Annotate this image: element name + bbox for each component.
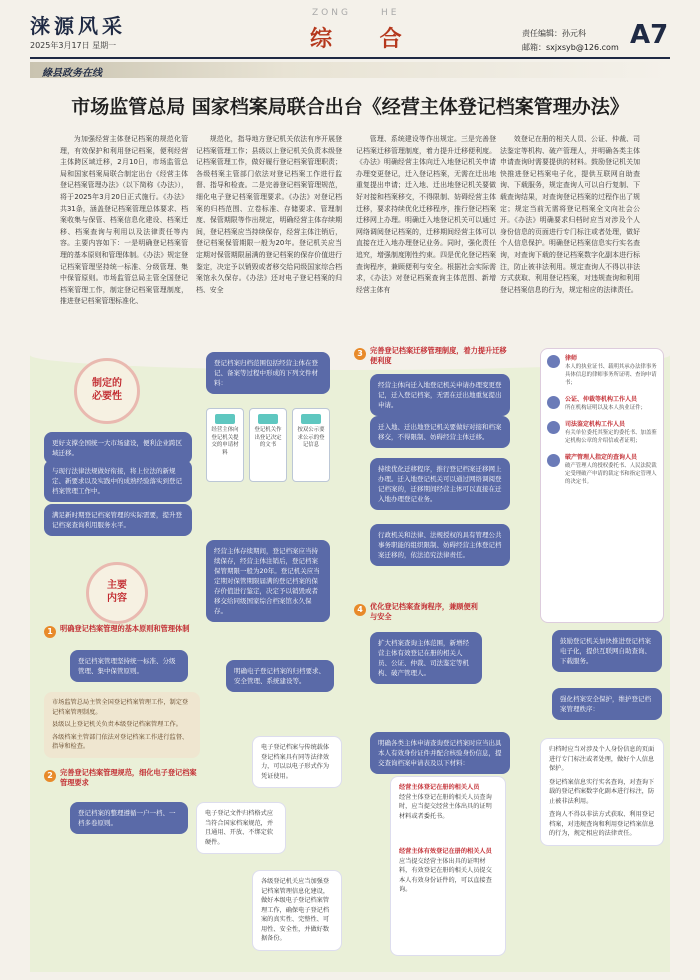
article-column-2: 规范化，指导地方登记机关依法有序开展登记档案管理工作；县级以上登记机关负责本级登记档案管理工作，做好履行登记档案管理职责；各级档案主管部门依法对登记档案工作进行监督、指导和检查。二是完善登记档案管理规范，细化电子登记档案管理要求。《办法》对登记档案的归档范围、立卷标准、存储要求、管理制度、保管期限等作出规定，明确经营主体存续期间，登记档案应当持续保存，经营主体注销后，登记档案保管期限一般为20年。登记机关应当定期对保管期限届满的登记档案的保存价值进行鉴定，决定予以销毁或者移交给同级国家综合档案馆永久保存。《办法》还对电子登记档案的归档、安全: [196, 135, 342, 294]
person-icon: [547, 454, 560, 467]
necessity-circle: 制定的 必要性: [74, 358, 140, 424]
person-icon: [547, 396, 560, 409]
section-2-number: 2: [44, 770, 56, 782]
article-column-3: 管理、系统建设等作出规定。三是完善登记档案迁移管理制度，着力提升迁移便利度。《办法》明确经营主体向迁入地登记机关申请办理变更登记，迁入登记档案，无需在迁出地重复提出申请；迁入地、迁出地登记机关要做好对接和档案移交，不得限制、妨碍经营主体迁移，要求持续优化迁移程序，推行登记档案迁移网上办理。明确迁入地登记机关可以通过网络调阅登记档案的，迁移期间经营主体可以直接在迁入地办理登记业务。同时，强化责任追究，增强制度刚性约束。四是优化登记档案查询程序，兼顾便利与安全。根据社会实际需求，《办法》对登记档案查询主体范围、新增经营主体有: [356, 135, 496, 294]
subject-forensic: 司法鉴定机构工作人员 有关单位委托其鉴定的委托书、加盖鉴定机构公章的介绍信或者证明；: [547, 421, 657, 445]
s4-expand-scope: 扩大档案查询主体范围，新增经营主体有效登记在册的相关人员、公证、仲裁、司法鉴定等机构、破产管理人。: [370, 632, 482, 684]
editor-name: 责任编辑：孙元科: [522, 29, 586, 38]
necessity-item-2: 与现行法律法规做好衔接，将上位法的新规定、新要求以及实践中的成熟经验落实到登记档案管理工作中。: [44, 460, 192, 502]
infographic: [30, 340, 670, 972]
section-3-title: 完善登记档案迁移管理制度，着力提升迁移便利度: [370, 346, 507, 365]
elec-informatization: 各级登记机关应当加强登记档案管理信息化建设，做好本级电子登记档案管理工作，确保电子登记档案的真实性、完整性、可用性、安全性，并做好数据备份。: [252, 870, 342, 951]
section-4-number: 4: [354, 604, 366, 616]
section-2-title: 完善登记档案管理规范，细化电子登记档案管理要求: [60, 768, 197, 787]
issue-date: 2025年3月17日 星期一: [30, 41, 117, 50]
s3-item-1: 经营主体向迁入地登记机关申请办理变更登记，迁入登记档案，无需在迁出地重复提出申请。: [370, 374, 510, 416]
protect-items: [540, 738, 664, 846]
s1-role-3: 各级档案主管部门依法对登记档案工作进行监督、指导和检查。: [52, 733, 189, 750]
subject-notary: 公证、仲裁等机构工作人员 所在机构证明以及本人执业证件；: [547, 396, 657, 412]
s4-sub-1-title: 经营主体登记在册的相关人员: [399, 784, 480, 791]
editor-email: 邮箱：sxjxsyb@126.com: [522, 43, 619, 52]
newspaper-brand: 涞源风采: [30, 14, 126, 38]
necessity-item-3: 满足新时期登记档案管理的实际需要，提升登记档案查询利用服务水平。: [44, 504, 192, 536]
s4-sub-2-title: 经营主体有效登记在册的相关人员: [399, 848, 492, 855]
protect-item-1: 归档时应当对涉及个人身份信息的页面进行专门标注或者处理，做好个人信息保护。: [549, 746, 655, 772]
person-icon: [547, 421, 560, 434]
protect-item-3: 查询人不得以非法方式获取、利用登记档案，对违规查询和利用登记档案信息的行为，规定相应的法律责任。: [549, 811, 655, 837]
person-icon: [547, 355, 560, 368]
necessity-item-1: 更好支撑全国统一大市场建设，便利企业跨区域迁移。: [44, 432, 192, 464]
section-3-number: 3: [354, 348, 366, 360]
header-rule: [30, 57, 670, 59]
column-label: 綠县政务在线: [42, 68, 102, 79]
headline: 市场监管总局 国家档案局联合出台《经营主体登记档案管理办法》: [71, 96, 629, 118]
s4-query-materials: 明确各类主体申请查询登记档案时应当出具本人有效身份证件并配合核验身份信息，提交查询档案申请表及以下材料：: [370, 732, 510, 774]
doc-decision: 登记机关作出登记决定的文书: [249, 408, 287, 482]
subject-bankruptcy: 破产管理人指定的查询人员 破产管理人的授权委托书、人民法院裁定受理破产申请的裁定书和指定管理人的决定书。: [547, 454, 657, 486]
s1-role-2: 县级以上登记机关负责本级登记档案管理工作。: [52, 721, 182, 728]
section-4-title: 优化登记档案查询程序，兼顾便利与安全: [370, 602, 478, 621]
s2-intro: 登记档案的整理遵循一户一档、一档多卷原则。: [70, 802, 188, 834]
subject-lawyer: 律师 本人的执业证书、载明其承办法律事务具体信息的律师事务所证明、查询申请书；: [547, 355, 657, 387]
page-number: A7: [630, 20, 669, 50]
protect-card: 强化档案安全保护，维护登记档案管理秩序：: [552, 688, 662, 720]
doc-application: 经营主体向登记机关提交的申请材料: [206, 408, 244, 482]
article-column-4: 效登记在册的相关人员、公证、仲裁、司法鉴定等机构、破产管理人，并明确各类主体申请查询时需要提供的材料。鼓励登记机关加快推进登记档案电子化，提供互联网自助查询、下载服务，规定查询人可以自行复制、下载查询结果，对查询登记档案的过程作出了规定；规定当前无需将登记档案全文向社会公开。《办法》明确要求归档时应当对涉及个人身份信息的页面进行专门标注或者处理，做好个人信息保护。明确登记档案信息实行实名查询，对查询下载的登记档案数字化副本进行标注，防止被非法利用。规定查询人不得以非法方式获取、利用登记档案，对违规查询和利用登记档案信息的行为，规定相应的法律责任。: [500, 135, 640, 294]
protect-item-2: 登记档案信息实行实名查询，对查询下载的登记档案数字化副本进行标注，防止被非法利用。: [549, 778, 655, 805]
elec-legal-effect: 电子登记档案与传统载体登记档案具有同等法律效力，可以以电子形式作为凭证使用。: [252, 736, 342, 788]
masthead: [0, 0, 700, 60]
s1-principle: 登记档案管理坚持统一标准、分级管理、集中保管原则。: [70, 650, 188, 682]
s3-item-2: 迁入地、迁出地登记机关要做好对接和档案移交，不得限制、妨碍经营主体迁移。: [370, 416, 510, 448]
elec-archive-requirement: 明确电子登记档案的归档要求、安全管理、系统建设等。: [226, 660, 334, 692]
article-column-1: 为加强经营主体登记档案的规范化管理，有效保护和利用登记档案，便利经营主体跨区域迁移，2月10日，市场监管总局和国家档案局联合制定出台《经营主体登记档案管理办法》（以下简称《办法》），将于2025年3月20日正式施行。《办法》共31条，涵盖登记档案管理总体要求、档案收集与保管、档案信息化建设、档案迁移、档案查询与利用以及法律责任等内容。主要内容如下：一是明确登记档案管理的基本原则和管理体制。《办法》规定登记档案管理坚持统一标准、分级管理、集中保管原则。市场监管总局主管全国登记档案管理工作，制定登记档案管理制度，推进登记档案管理标准化、: [60, 135, 188, 306]
section-title: 综 合: [310, 26, 422, 52]
archive-scope-intro: 登记档案归档范围包括经营主体在登记、备案等过程中形成的下列文件材料：: [206, 352, 330, 394]
column-label-bar: [30, 62, 670, 78]
s4-sub-2-text: 应当提交经营主体出具的证明材料，有效登记在册的相关人员提交本人有效身份证件的，可以直接查询。: [399, 857, 492, 893]
online-query-card: 鼓励登记机关加快推进登记档案电子化，提供互联网自助查询、下载服务。: [552, 630, 662, 672]
s3-item-4: 行政机关和法律、法规授权的具有管理公共事务职能的组织限制、妨碍经营主体登记档案迁移的，依法追究法律责任。: [370, 524, 510, 566]
elec-format: 电子登记文件归档格式应当符合国家档案规范，并且通用、开放、不绑定软硬件。: [196, 802, 286, 854]
editor-info: [522, 27, 619, 55]
retention-card: 经营主体存续期间，登记档案应当持续保存，经营主体注销后，登记档案保管期限一般为20年。登记机关应当定期对保管期限届满的登记档案的保存价值进行鉴定，决定予以销毁或者移交给同级国家综合档案馆永久保存。: [206, 540, 330, 622]
section-pinyin: ZONG HE: [312, 8, 400, 18]
s1-roles: [44, 692, 200, 758]
main-content-circle: 主要 内容: [86, 562, 148, 624]
section-1-number: 1: [44, 626, 56, 638]
s4-subject-box: [390, 776, 506, 956]
section-1-title: 明确登记档案管理的基本原则和管理体制: [60, 624, 190, 633]
s3-item-3: 持续优化迁移程序，推行登记档案迁移网上办理。迁入地登记机关可以通过网络调阅登记档案的，迁移期间经营主体可以直接在迁入地办理登记业务。: [370, 458, 510, 510]
s4-sub-1-text: 经营主体登记在册的相关人员查询时，应当提交经营主体出具的证明材料或者委托书。: [399, 793, 492, 820]
s1-role-1: 市场监管总局主管全国登记档案管理工作，制定登记档案管理制度。: [52, 699, 189, 716]
query-subjects-panel: [540, 348, 664, 623]
doc-public-info: 按双公示要求公示的登记信息: [292, 408, 330, 482]
